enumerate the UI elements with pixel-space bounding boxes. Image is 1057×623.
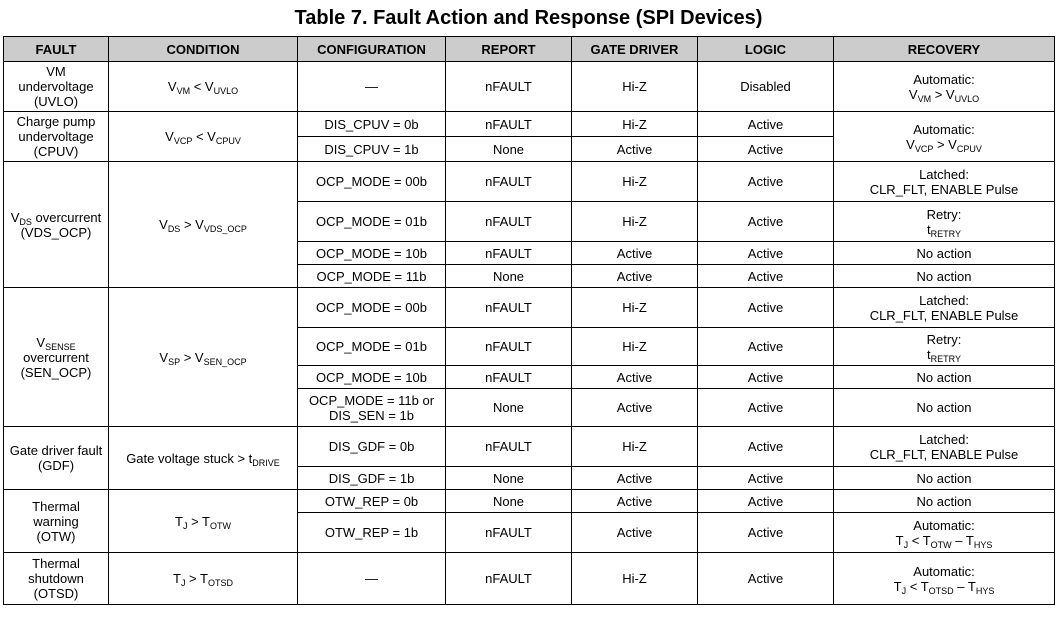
configuration-cell: OTW_REP = 1b xyxy=(298,513,446,553)
table-row xyxy=(4,553,1055,605)
condition-cell: $T_J > T_{OTW}$ xyxy=(109,490,298,553)
condition-cell: $V_{DS} > V_{VDS\_OCP}$ xyxy=(109,162,298,288)
report-cell: nFAULT xyxy=(446,162,572,202)
recovery-cell: No action xyxy=(834,389,1055,427)
gate-driver-cell: Active xyxy=(572,389,698,427)
gate-driver-cell: Hi-Z xyxy=(572,112,698,137)
logic-cell: Active xyxy=(698,467,834,490)
condition-cell: Gate voltage stuck > $t_{DRIVE}$ xyxy=(109,427,298,490)
configuration-cell: — xyxy=(298,553,446,605)
logic-cell: Active xyxy=(698,288,834,328)
report-cell: nFAULT xyxy=(446,62,572,112)
header-fault: FAULT xyxy=(4,37,109,62)
configuration-cell: OCP_MODE = 10b xyxy=(298,242,446,265)
configuration-cell: OCP_MODE = 00b xyxy=(298,288,446,328)
recovery-cell: Automatic: $T_J < T_{OTW} - T_{HYS}$ xyxy=(834,513,1055,553)
gate-driver-cell: Hi-Z xyxy=(572,288,698,328)
gate-driver-cell: Active xyxy=(572,366,698,389)
recovery-cell: No action xyxy=(834,366,1055,389)
recovery-cell: No action xyxy=(834,467,1055,490)
gate-driver-cell: Hi-Z xyxy=(572,62,698,112)
gate-driver-cell: Active xyxy=(572,490,698,513)
gate-driver-cell: Active xyxy=(572,265,698,288)
fault-cell: Charge pump undervoltage (CPUV) xyxy=(4,112,109,162)
configuration-cell: DIS_CPUV = 1b xyxy=(298,137,446,162)
header-recovery: RECOVERY xyxy=(834,37,1055,62)
header-configuration: CONFIGURATION xyxy=(298,37,446,62)
report-cell: nFAULT xyxy=(446,366,572,389)
configuration-cell: OCP_MODE = 11b xyxy=(298,265,446,288)
fault-action-table xyxy=(3,36,1055,605)
report-cell: nFAULT xyxy=(446,328,572,366)
table-row xyxy=(4,427,1055,467)
fault-cell: Gate driver fault (GDF) xyxy=(4,427,109,490)
recovery-cell: Latched: CLR_FLT, ENABLE Pulse xyxy=(834,427,1055,467)
header-logic: LOGIC xyxy=(698,37,834,62)
report-cell: nFAULT xyxy=(446,202,572,242)
logic-cell: Active xyxy=(698,490,834,513)
recovery-cell: Latched: CLR_FLT, ENABLE Pulse xyxy=(834,162,1055,202)
table-title: Table 7. Fault Action and Response (SPI Devices) xyxy=(294,7,763,29)
logic-cell: Active xyxy=(698,389,834,427)
gate-driver-cell: Hi-Z xyxy=(572,328,698,366)
configuration-cell: DIS_GDF = 0b xyxy=(298,427,446,467)
configuration-cell: OCP_MODE = 10b xyxy=(298,366,446,389)
header-condition: CONDITION xyxy=(109,37,298,62)
gate-driver-cell: Active xyxy=(572,513,698,553)
recovery-cell: Retry: $t_{RETRY}$ xyxy=(834,328,1055,366)
fault-text: VM xyxy=(46,64,66,79)
report-cell: nFAULT xyxy=(446,513,572,553)
logic-cell: Active xyxy=(698,202,834,242)
fault-cell: Thermal shutdown (OTSD) xyxy=(4,553,109,605)
configuration-cell: OCP_MODE = 01b xyxy=(298,202,446,242)
recovery-cell: Retry: $t_{RETRY}$ xyxy=(834,202,1055,242)
report-cell: None xyxy=(446,137,572,162)
report-cell: None xyxy=(446,467,572,490)
logic-cell: Active xyxy=(698,366,834,389)
condition-cell: $V_{SP} > V_{SEN\_OCP}$ xyxy=(109,288,298,427)
condition-cell: $V_{VCP} < V_{CPUV}$ xyxy=(109,112,298,162)
fault-cell: $V_{SENSE}$ overcurrent (SEN_OCP) xyxy=(4,288,109,427)
report-cell: None xyxy=(446,490,572,513)
header-row xyxy=(4,37,1055,62)
fault-cell: $V_{DS}$ overcurrent (VDS_OCP) xyxy=(4,162,109,288)
report-cell: nFAULT xyxy=(446,427,572,467)
recovery-cell: No action xyxy=(834,490,1055,513)
recovery-cell: Automatic: $T_J < T_{OTSD} - T_{HYS}$ xyxy=(834,553,1055,605)
logic-cell: Active xyxy=(698,328,834,366)
gate-driver-cell: Hi-Z xyxy=(572,162,698,202)
report-cell: nFAULT xyxy=(446,288,572,328)
configuration-cell: — xyxy=(298,62,446,112)
report-cell: nFAULT xyxy=(446,553,572,605)
fault-cell xyxy=(4,62,109,112)
report-cell: None xyxy=(446,389,572,427)
recovery-cell: No action xyxy=(834,265,1055,288)
table-row xyxy=(4,62,1055,112)
table-row xyxy=(4,288,1055,328)
header-report: REPORT xyxy=(446,37,572,62)
configuration-cell: DIS_GDF = 1b xyxy=(298,467,446,490)
recovery-cell: Latched: CLR_FLT, ENABLE Pulse xyxy=(834,288,1055,328)
fault-text: (UVLO) xyxy=(33,94,79,109)
gate-driver-cell: Hi-Z xyxy=(572,202,698,242)
logic-cell: Disabled xyxy=(698,62,834,112)
logic-cell: Active xyxy=(698,242,834,265)
logic-cell: Active xyxy=(698,553,834,605)
recovery-cell: No action xyxy=(834,242,1055,265)
logic-cell: Active xyxy=(698,137,834,162)
configuration-cell: OCP_MODE = 11b or DIS_SEN = 1b xyxy=(298,389,446,427)
fault-text: undervoltage xyxy=(18,79,94,94)
logic-cell: Active xyxy=(698,265,834,288)
condition-cell: $T_J > T_{OTSD}$ xyxy=(109,553,298,605)
recovery-cell: Automatic: $V_{VM} > V_{UVLO}$ xyxy=(834,62,1055,112)
table-row xyxy=(4,162,1055,202)
table-row xyxy=(4,112,1055,137)
condition-cell: $V_{VM} < V_{UVLO}$ xyxy=(109,62,298,112)
logic-cell: Active xyxy=(698,513,834,553)
configuration-cell: OCP_MODE = 01b xyxy=(298,328,446,366)
header-gate-driver: GATE DRIVER xyxy=(572,37,698,62)
recovery-cell: Automatic: $V_{VCP} > V_{CPUV}$ xyxy=(834,112,1055,162)
gate-driver-cell: Hi-Z xyxy=(572,427,698,467)
fault-cell: Thermal warning (OTW) xyxy=(4,490,109,553)
logic-cell: Active xyxy=(698,112,834,137)
configuration-cell: DIS_CPUV = 0b xyxy=(298,112,446,137)
report-cell: None xyxy=(446,265,572,288)
gate-driver-cell: Active xyxy=(572,137,698,162)
configuration-cell: OCP_MODE = 00b xyxy=(298,162,446,202)
configuration-cell: OTW_REP = 0b xyxy=(298,490,446,513)
gate-driver-cell: Active xyxy=(572,467,698,490)
gate-driver-cell: Hi-Z xyxy=(572,553,698,605)
logic-cell: Active xyxy=(698,427,834,467)
logic-cell: Active xyxy=(698,162,834,202)
report-cell: nFAULT xyxy=(446,112,572,137)
report-cell: nFAULT xyxy=(446,242,572,265)
gate-driver-cell: Active xyxy=(572,242,698,265)
table-row xyxy=(4,490,1055,513)
